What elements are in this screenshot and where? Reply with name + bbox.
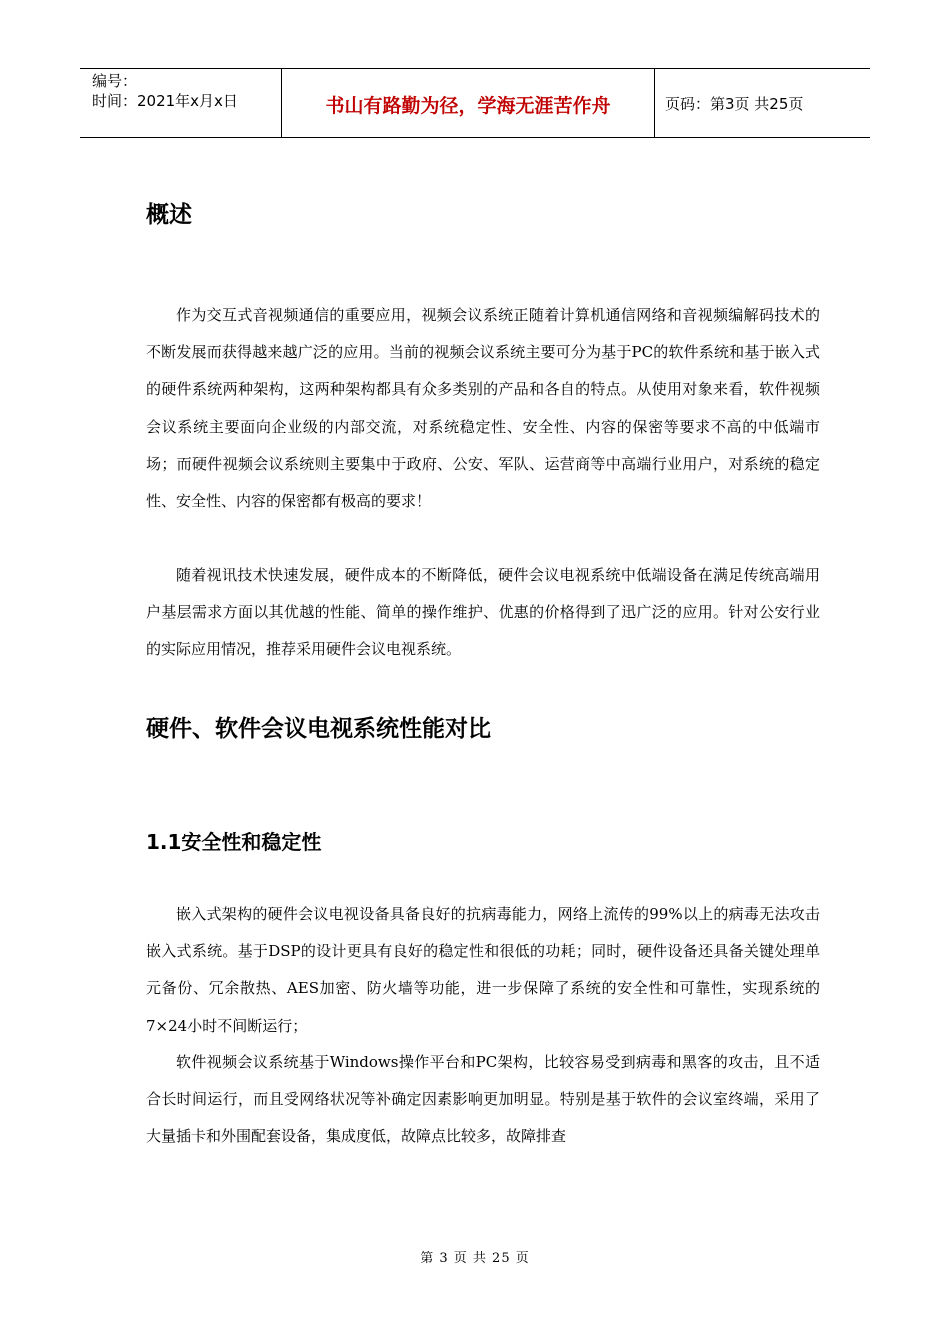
page-footer: 第 3 页 共 25 页 [420,1251,530,1266]
security-paragraph-1: 嵌入式架构的硬件会议电视设备具备良好的抗病毒能力，网络上流传的99%以上的病毒无法攻击嵌入式系统。基于DSP的设计更具有良好的稳定性和很低的功耗；同时，硬件设备还具备关键处理单元备份、冗余散热、AES加密、防火墙等功能，进一步保障了系统的安全性和可靠性，实现系统的7×24小时不间断运行； [146,905,820,1035]
page-header [80,68,870,138]
document-number-label: 编号： [92,72,138,90]
section-title-comparison: 硬件、软件会议电视系统性能对比 [146,716,491,742]
document-time-label: 时间：2021年x月x日 [92,92,238,110]
security-paragraph-2: 软件视频会议系统基于Windows操作平台和PC架构，比较容易受到病毒和黑客的攻击，且不适合长时间运行，而且受网络状况等补确定因素影响更加明显。特别是基于软件的会议室终端，采用了大量插卡和外围配套设备，集成度低，故障点比较多，故障排查 [146,1053,820,1146]
header-meta [80,69,282,137]
overview-paragraph-1: 作为交互式音视频通信的重要应用，视频会议系统正随着计算机通信网络和音视频编解码技术的不断发展而获得越来越广泛的应用。当前的视频会议系统主要可分为基于PC的软件系统和基于嵌入式的硬件系统两种架构，这两种架构都具有众多类别的产品和各自的特点。从使用对象来看，软件视频会议系统主要面向企业级的内部交流，对系统稳定性、安全性、内容的保密等要求不高的中低端市场；而硬件视频会议系统则主要集中于政府、公安、军队、运营商等中高端行业用户，对系统的稳定性、安全性、内容的保密都有极高的要求！ [146,306,820,511]
header-motto: 书山有路勤为径，学海无涯苦作舟 [282,69,655,137]
header-page-info: 页码：第3页 共25页 [665,94,804,113]
subsection-title-security: 1.1安全性和稳定性 [146,830,322,854]
overview-paragraph-2: 随着视讯技术快速发展，硬件成本的不断降低，硬件会议电视系统中低端设备在满足传统高端用户基层需求方面以其优越的性能、简单的操作维护、优惠的价格得到了迅广泛的应用。针对公安行业的实际应用情况，推荐采用硬件会议电视系统。 [146,566,820,659]
section-title-overview: 概述 [146,202,192,228]
